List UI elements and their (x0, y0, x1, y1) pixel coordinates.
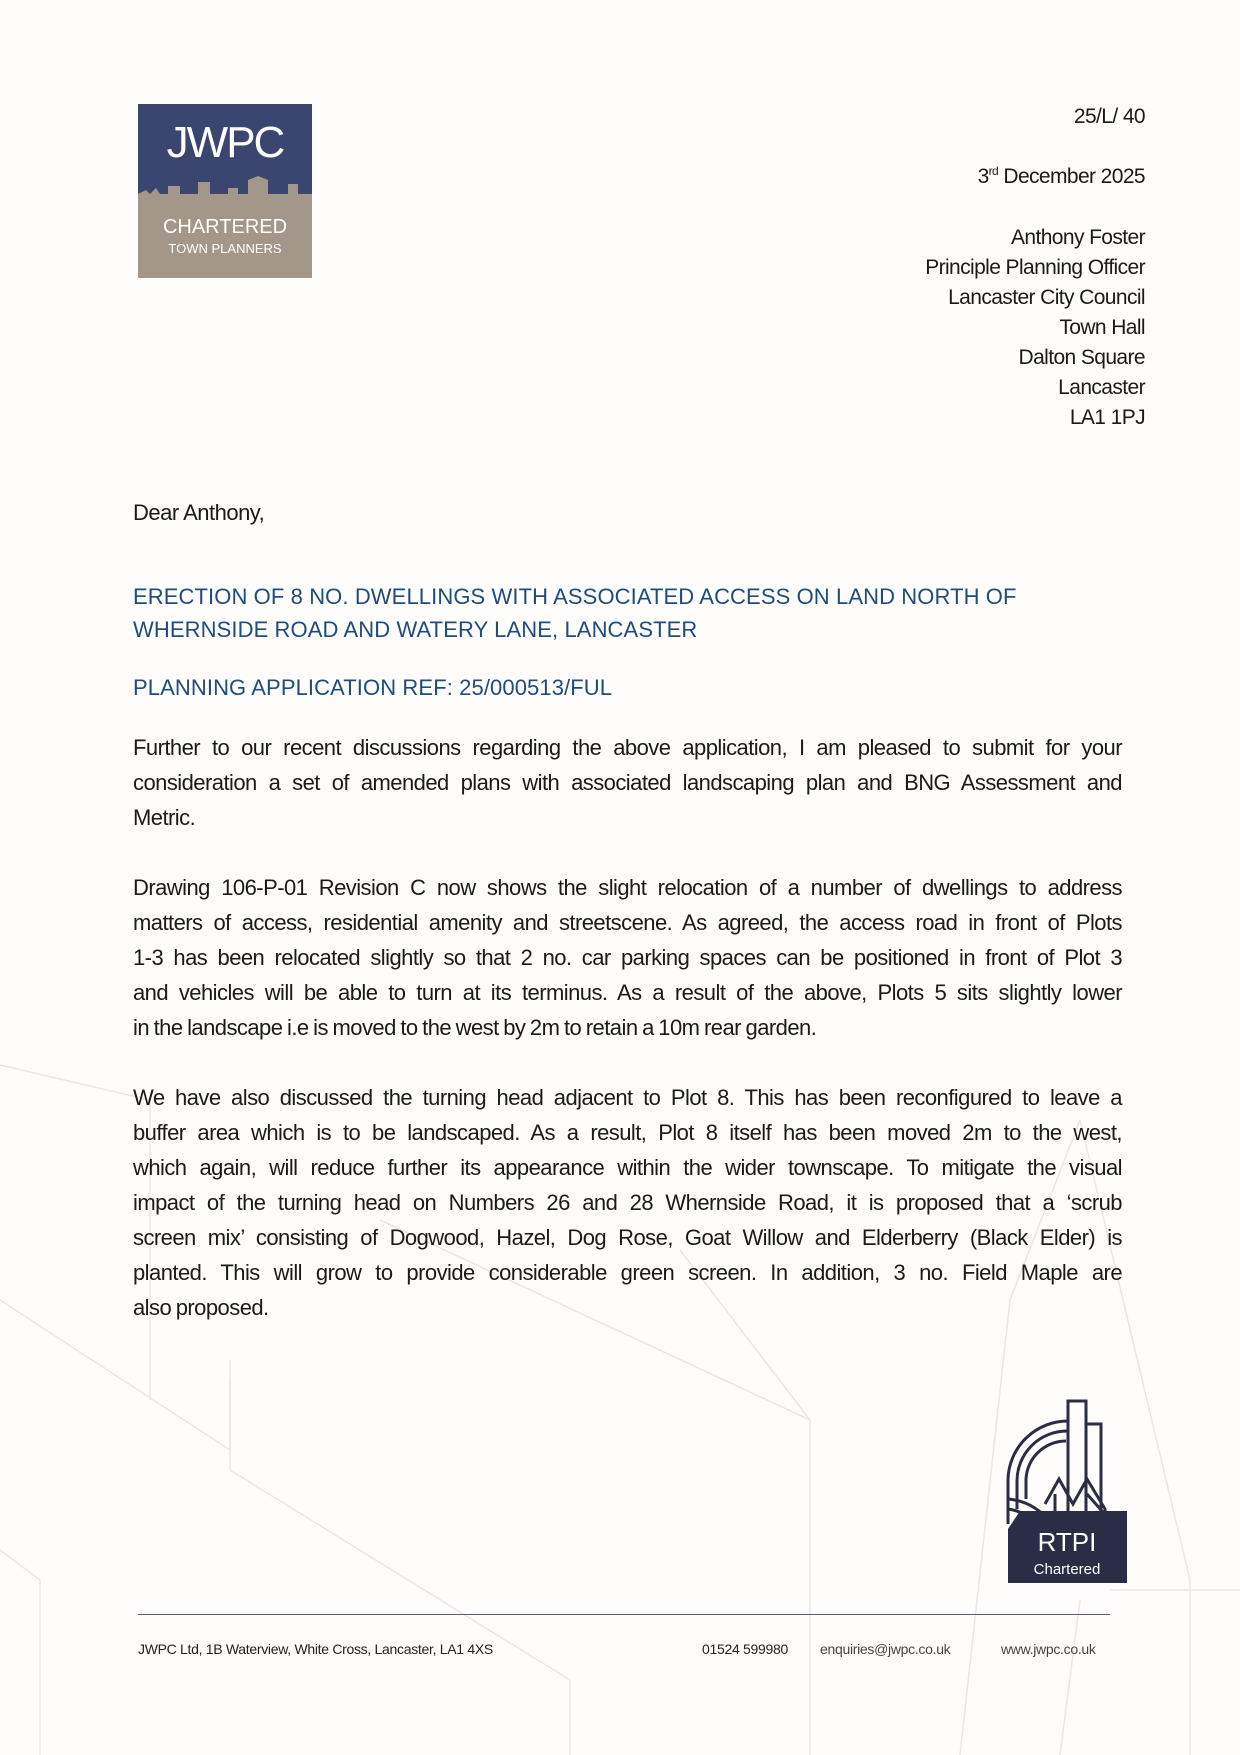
footer-phone: 01524 599980 (702, 1641, 788, 1657)
text-line: Further to our recent discussions regarding the above application, I am pleased to submit for your (133, 735, 1122, 760)
text-line: Metric. (133, 805, 196, 830)
paragraph-3 (133, 1080, 1122, 1325)
logo-title: JWPC (166, 118, 284, 167)
date-suffix: rd (988, 164, 999, 178)
text-line: in the landscape i.e is moved to the west by 2m to retain a 10m rear garden. (133, 1015, 817, 1040)
date-day: 3 (977, 165, 989, 188)
text-line: buffer area which is to be landscaped. As a result, Plot 8 itself has been moved 2m to the west, (133, 1120, 1122, 1145)
footer-website-link[interactable]: www.jwpc.co.uk (1001, 1641, 1096, 1657)
paragraph-2 (133, 870, 1122, 1045)
footer-email-link[interactable]: enquiries@jwpc.co.uk (820, 1641, 951, 1657)
text-line: impact of the turning head on Numbers 26 and 28 Whernside Road, it is proposed that a ‘scrub (133, 1190, 1122, 1215)
reference-number: 25/L/ 40 (1073, 105, 1145, 128)
rtpi-text: RTPI (1037, 1527, 1097, 1557)
footer-divider (138, 1614, 1110, 1615)
text-line: planted. This will grow to provide considerable green screen. In addition, 3 no. Field Maple are (133, 1260, 1122, 1285)
address-line: Town Hall (1059, 316, 1145, 339)
text-line: which again, will reduce further its appearance within the wider townscape. To mitigate the visual (133, 1155, 1122, 1180)
address-line: LA1 1PJ (1069, 406, 1145, 429)
text-line: We have also discussed the turning head adjacent to Plot 8. This has been reconfigured to leave a (133, 1085, 1122, 1110)
address-line: Lancaster (1058, 376, 1145, 399)
address-line: Dalton Square (1018, 346, 1145, 369)
rtpi-chartered-text: Chartered (1033, 1561, 1101, 1578)
logo-subtitle-2: TOWN PLANNERS (168, 241, 282, 256)
text-line: screen mix’ consisting of Dogwood, Hazel, Dog Rose, Goat Willow and Elderberry (Black Elder) is (133, 1225, 1122, 1250)
text-line: and vehicles will be able to turn at its terminus. As a result of the above, Plots 5 sits slightly lower (133, 980, 1122, 1005)
subject-heading-line: ERECTION OF 8 NO. DWELLINGS WITH ASSOCIATED ACCESS ON LAND NORTH OF (133, 584, 1017, 609)
jwpc-logo (138, 104, 312, 278)
footer-address: JWPC Ltd, 1B Waterview, White Cross, Lancaster, LA1 4XS (138, 1641, 493, 1657)
text-line: matters of access, residential amenity and streetscene. As agreed, the access road in front of Plots (133, 910, 1122, 935)
text-line: Drawing 106-P-01 Revision C now shows the slight relocation of a number of dwellings to address (133, 875, 1122, 900)
text-line: also proposed. (133, 1295, 269, 1320)
address-line: Principle Planning Officer (925, 256, 1145, 279)
rtpi-chartered-logo (1005, 1399, 1127, 1583)
recipient-address (925, 223, 1145, 433)
application-reference-heading: PLANNING APPLICATION REF: 25/000513/FUL (133, 675, 613, 700)
paragraph-1 (133, 730, 1122, 835)
address-line: Anthony Foster (1010, 226, 1145, 249)
skyline-icon (138, 176, 312, 206)
letter-date (978, 164, 1145, 189)
text-line: consideration a set of amended plans with associated landscaping plan and BNG Assessment and (133, 770, 1122, 795)
address-line: Lancaster City Council (948, 286, 1145, 309)
salutation: Dear Anthony, (133, 500, 265, 525)
text-line: 1-3 has been relocated slightly so that 2 no. car parking spaces can be positioned in front of Plot 3 (133, 945, 1122, 970)
date-rest: December 2025 (998, 165, 1145, 188)
rtpi-emblem-icon (1005, 1399, 1127, 1583)
logo-subtitle: CHARTERED (162, 216, 288, 238)
subject-heading-line: WHERNSIDE ROAD AND WATERY LANE, LANCASTER (133, 617, 698, 642)
